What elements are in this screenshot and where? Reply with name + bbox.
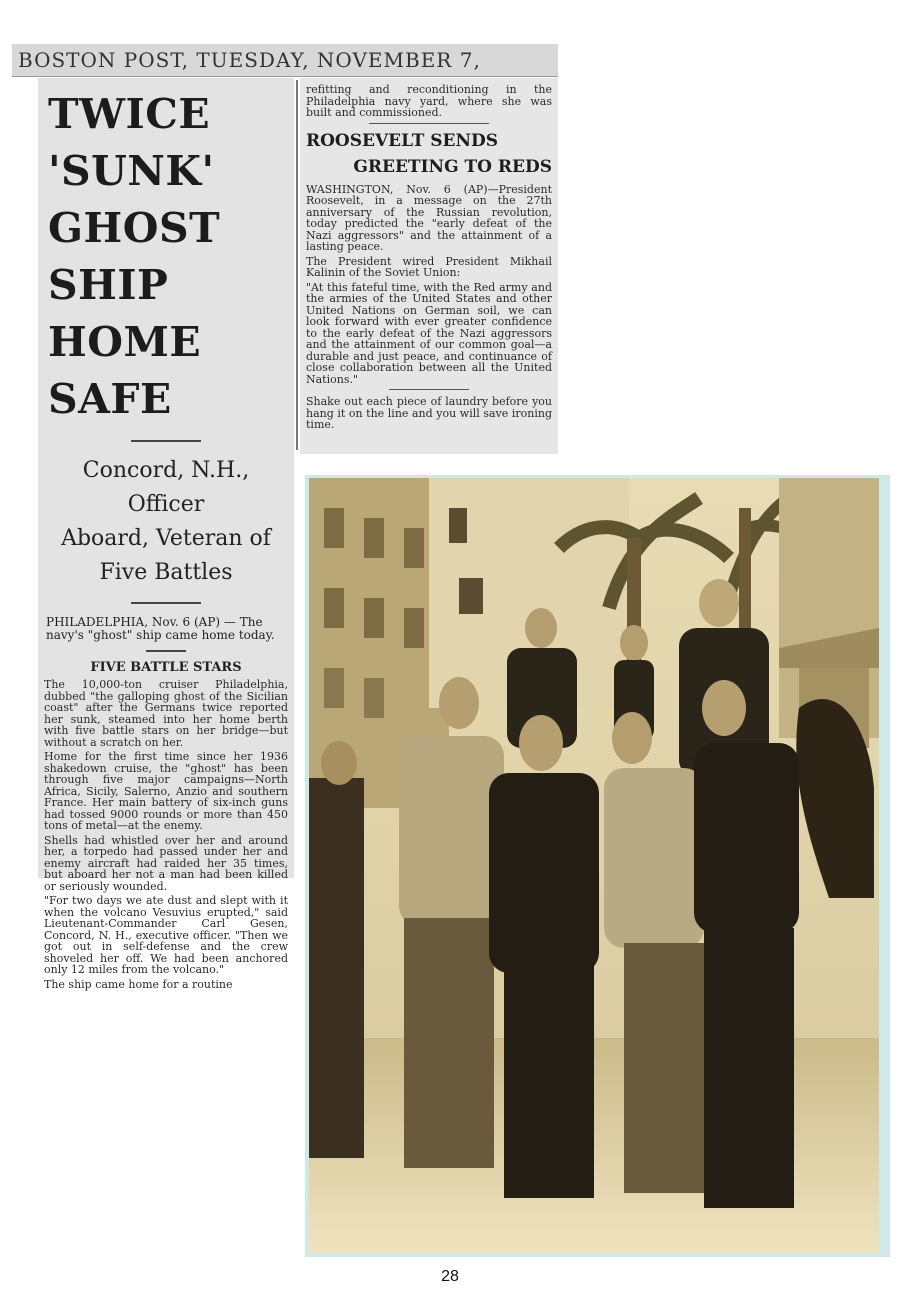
headline-line: GHOST SHIP	[48, 204, 221, 309]
sailors-group-photo	[309, 478, 879, 1253]
article-headline	[48, 86, 288, 428]
left-article-clipping	[38, 78, 294, 991]
subhead-line: Aboard, Veteran of	[61, 526, 271, 551]
article-dateline: PHILADELPHIA, Nov. 6 (AP) — The navy's "ghost" ship came home today.	[46, 615, 275, 642]
subhead-line: Five Battles	[99, 560, 233, 585]
article-paragraph: Shells had whistled over her and around her, a torpedo had passed under her and enemy aircraft had raided her 35 times, but aboard her not a man had been killed or seriously wounded.	[44, 833, 288, 893]
right-article-clipping	[300, 78, 558, 454]
filler-rule	[389, 389, 469, 390]
roosevelt-headline-line: GREETING TO REDS	[353, 156, 552, 177]
filler-text: Shake out each piece of laundry before you hang it on the line and you will save ironing time.	[306, 395, 552, 431]
photo-illustration	[309, 478, 879, 1253]
subhead-line: Concord, N.H., Officer	[82, 458, 250, 517]
article-paragraph: Home for the first time since her 1936 shakedown cruise, the "ghost" has been through five major campaigns—North Africa, Sicily, Salerno, Anzio and southern France. Her main battery of six-inch guns had tossed 9000 rounds or more than 450 tons of metal—at the enemy.	[44, 750, 288, 832]
article-paragraph: The 10,000-ton cruiser Philadelphia, dubbed "the galloping ghost of the Sicilian coast" after the Germans twice reported her sunk, steamed into her home berth with five battle stars on her bridge—but without a scratch on her.	[44, 678, 288, 749]
article-paragraph: "At this fateful time, with the Red army and the armies of the United States and other United Nations on German soil, we can look forward with ever greater confidence to the early defeat of the Nazi aggressors and the attainment of our common goal—a durable and just peace, and continuance of close collaboration between all the United Nations."	[306, 280, 552, 386]
newspaper-masthead	[12, 44, 558, 77]
article-subhead	[46, 454, 286, 590]
headline-line: TWICE 'SUNK'	[48, 90, 215, 195]
column-divider	[296, 80, 298, 450]
article-paragraph: "For two days we ate dust and slept with it when the volcano Vesuvius erupted," said Lieutenant-Commander Carl Gesen, Concord, N. H., executive officer. "Then we got out in self-defense and the crew shoveled her off. We had been anchored only 12 miles from the volcano."	[44, 894, 288, 976]
article-paragraph: The ship came home for a routine	[44, 977, 233, 991]
section-rule	[146, 650, 186, 652]
article-rule	[369, 123, 489, 124]
subhead-rule	[131, 602, 201, 604]
section-heading: FIVE BATTLE STARS	[90, 660, 242, 675]
headline-rule	[131, 440, 201, 442]
roosevelt-headline-line: ROOSEVELT SENDS	[306, 130, 499, 151]
masthead-text: BOSTON POST, TUESDAY, NOVEMBER 7,	[18, 48, 481, 72]
continued-paragraph: refitting and reconditioning in the Philadelphia navy yard, where she was built and commissioned.	[306, 83, 552, 119]
article-paragraph: The President wired President Mikhail Kalinin of the Soviet Union:	[306, 254, 552, 279]
page-number: 28	[441, 1268, 459, 1285]
article-paragraph: WASHINGTON, Nov. 6 (AP)—President Roosevelt, in a message on the 27th anniversary of the Russian revolution, today predicted the "early defeat of the Nazi aggressors" and the attainment of a lasting peace.	[306, 182, 552, 253]
headline-line: HOME SAFE	[48, 318, 202, 423]
